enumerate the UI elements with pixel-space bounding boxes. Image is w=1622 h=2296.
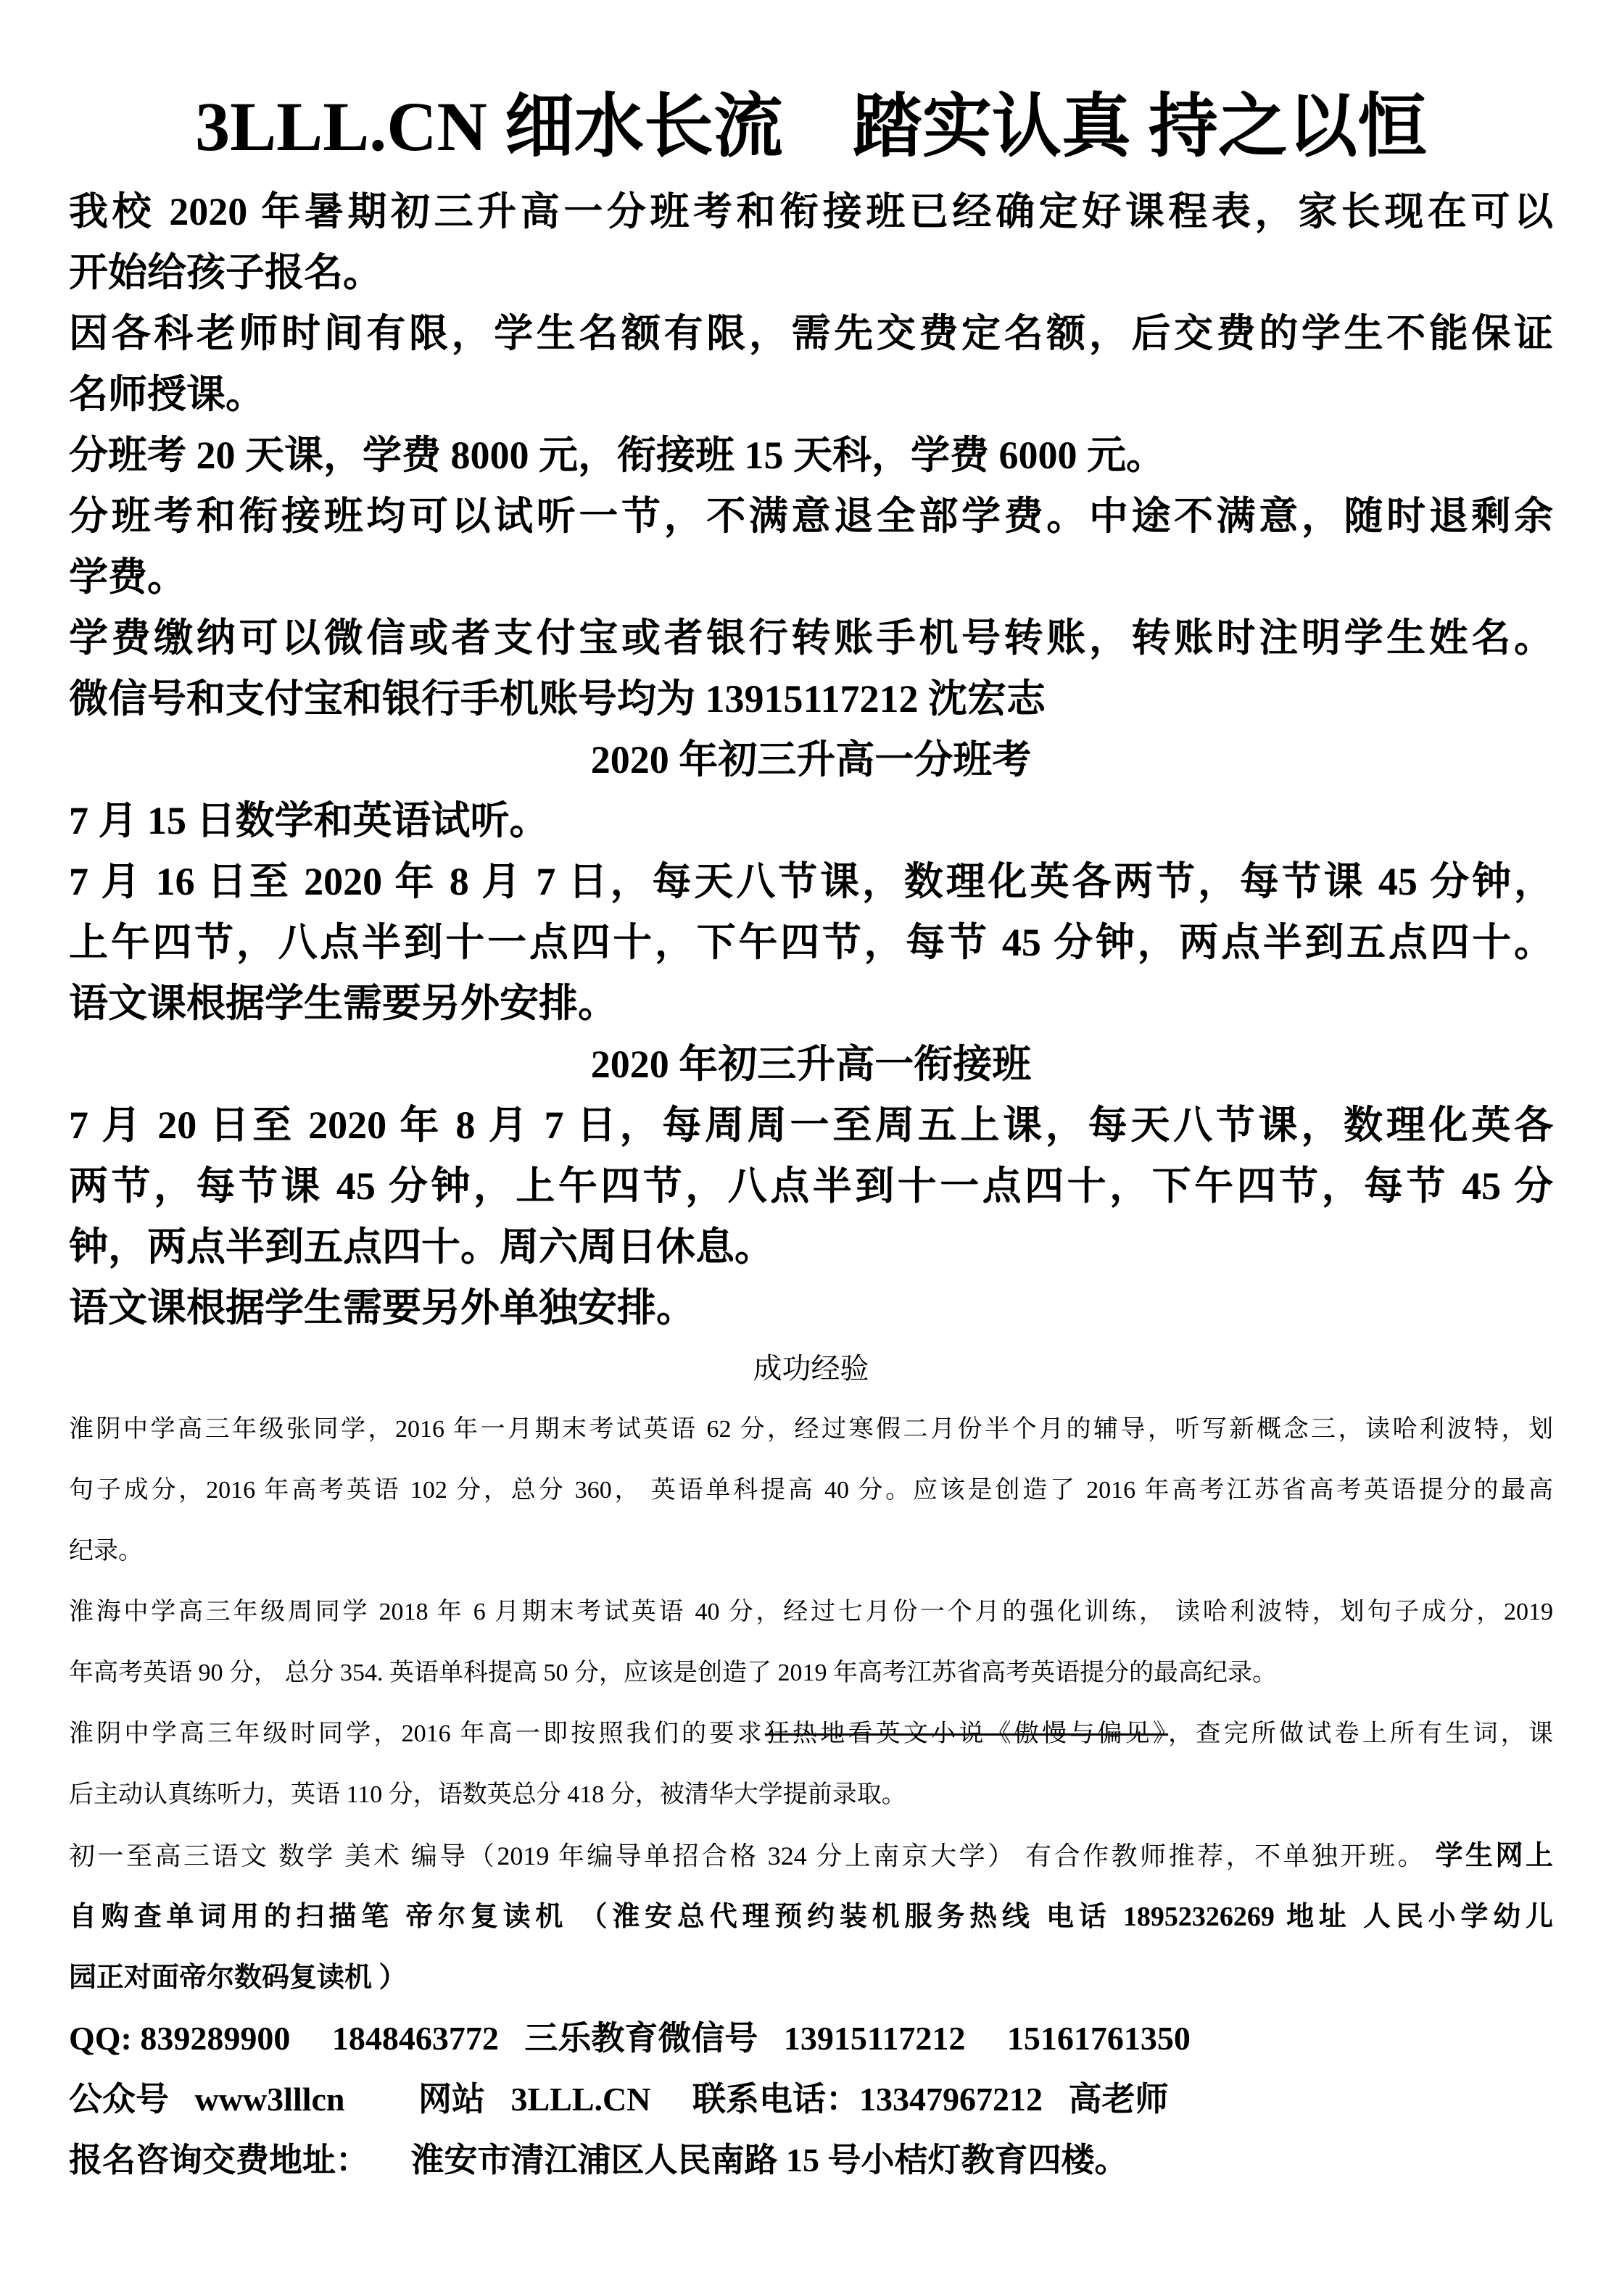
intro-line: 名师授课。 (69, 373, 265, 416)
public-account-label: 公众号 (69, 2081, 169, 2118)
intro-line: 分班考和衔接班均可以试听一节，不满意退全部学费。中途不满意，随时退剩余 (69, 494, 1553, 538)
address-label: 报名咨询交费地址： (69, 2142, 369, 2179)
success-case1-line: 纪录。 (69, 1538, 143, 1564)
address-value: 淮安市清江浦区人民南路 15 号小桔灯教育四楼。 (410, 2142, 1128, 2179)
success-case3-line (69, 1704, 1553, 1765)
courses-bold-text: 学生网上 (1435, 1841, 1553, 1871)
qq-contact-line (69, 2008, 1553, 2069)
website-label: 网站 (418, 2081, 485, 2118)
intro-line: 分班考 20 天课，学费 8000 元，衔接班 15 天科，学费 6000 元。 (69, 434, 1165, 477)
document-title: 3LLL.CN 细水长流 踏实认真 持之以恒 (195, 88, 1427, 165)
success-case1-line: 句子成分，2016 年高考英语 102 分，总分 360， 英语单科提高 40 分。应该是创造了 2016 年高考江苏省高考英语提分的最高 (69, 1477, 1553, 1504)
wechat-number-2: 15161761350 (1006, 2020, 1191, 2057)
phone-number: 13347967212 (858, 2081, 1043, 2118)
placement-exam-line: 7 月 15 日数学和英语试听。 (69, 799, 549, 842)
success-case3-line: 后主动认真练听力，英语 110 分，语数英总分 418 分，被清华大学提前录取。 (69, 1781, 906, 1808)
phone-label: 联系电话： (692, 2081, 859, 2118)
intro-line: 开始给孩子报名。 (69, 251, 382, 294)
bridge-class-line: 语文课根据学生需要另外单独安排。 (69, 1286, 695, 1330)
contact-person: 高老师 (1068, 2081, 1169, 2118)
website-contact-line (69, 2069, 1553, 2130)
success-case3-strikethrough-text: 狂热地看英文小说《傲慢与偏见》 (764, 1720, 1169, 1747)
bridge-class-line: 7 月 20 日至 2020 年 8 月 7 日，每周周一至周五上课，每天八节课，数理化英各 (69, 1103, 1553, 1147)
intro-line: 微信号和支付宝和银行手机账号均为 13915117212 沈宏志 (69, 677, 1046, 721)
qq-label: QQ: 839289900 (69, 2020, 291, 2057)
success-case3-pre: 淮阴中学高三年级时同学，2016 年高一即按照我们的要求 (69, 1720, 765, 1747)
intro-line: 因各科老师时间有限，学生名额有限，需先交费定名额，后交费的学生不能保证 (69, 312, 1553, 355)
placement-exam-line: 语文课根据学生需要另外安排。 (69, 982, 617, 1025)
qq-number-2: 1848463772 (331, 2020, 499, 2057)
public-account: www3lllcn (194, 2081, 345, 2118)
intro-line: 我校 2020 年暑期初三升高一分班考和衔接班已经确定好课程表，家长现在可以 (69, 190, 1553, 233)
scanner-pen-line: 园正对面帝尔数码复读机 ） (69, 1963, 407, 1993)
placement-exam-heading: 2020 年初三升高一分班考 (590, 738, 1032, 782)
courses-line (69, 1825, 1553, 1886)
bridge-class-line: 钟，两点半到五点四十。周六周日休息。 (69, 1225, 774, 1269)
success-case3-post: ，查完所做试卷上所有生词，课 (1168, 1720, 1554, 1747)
success-case2-line: 淮海中学高三年级周同学 2018 年 6 月期末考试英语 40 分，经过七月份一个月的强化训练， 读哈利波特，划句子成分，2019 (69, 1599, 1553, 1625)
website-value: 3LLL.CN (510, 2081, 651, 2118)
intro-line: 学费缴纳可以微信或者支付宝或者银行转账手机号转账，转账时注明学生姓名。 (69, 616, 1553, 660)
placement-exam-line: 上午四节，八点半到十一点四十，下午四节，每节 45 分钟，两点半到五点四十。 (69, 921, 1553, 964)
wechat-label: 三乐教育微信号 (524, 2020, 758, 2057)
scanner-pen-line: 自购查单词用的扫描笔 帝尔复读机 （淮安总代理预约装机服务热线 电话 18952326269 地址 人民小学幼儿 (69, 1902, 1553, 1932)
bridge-class-heading: 2020 年初三升高一衔接班 (590, 1043, 1032, 1086)
wechat-number-1: 13915117212 (783, 2020, 966, 2057)
courses-main-text: 初一至高三语文 数学 美术 编导（2019 年编导单招合格 324 分上南京大学） 有合作教师推荐，不单独开班。 (69, 1841, 1427, 1870)
bridge-class-line: 两节，每节课 45 分钟，上午四节，八点半到十一点四十，下午四节，每节 45 分 (69, 1164, 1553, 1208)
success-case1-line: 淮阴中学高三年级张同学，2016 年一月期末考试英语 62 分，经过寒假二月份半个月的辅导，听写新概念三，读哈利波特，划 (69, 1416, 1553, 1443)
success-heading: 成功经验 (753, 1353, 869, 1385)
placement-exam-line: 7 月 16 日至 2020 年 8 月 7 日，每天八节课，数理化英各两节，每节课 45 分钟， (69, 860, 1553, 903)
intro-line: 学费。 (69, 555, 186, 599)
address-line (69, 2130, 1553, 2191)
success-case2-line: 年高考英语 90 分， 总分 354. 英语单科提高 50 分，应该是创造了 2019 年高考江苏省高考英语提分的最高纪录。 (69, 1659, 1277, 1686)
